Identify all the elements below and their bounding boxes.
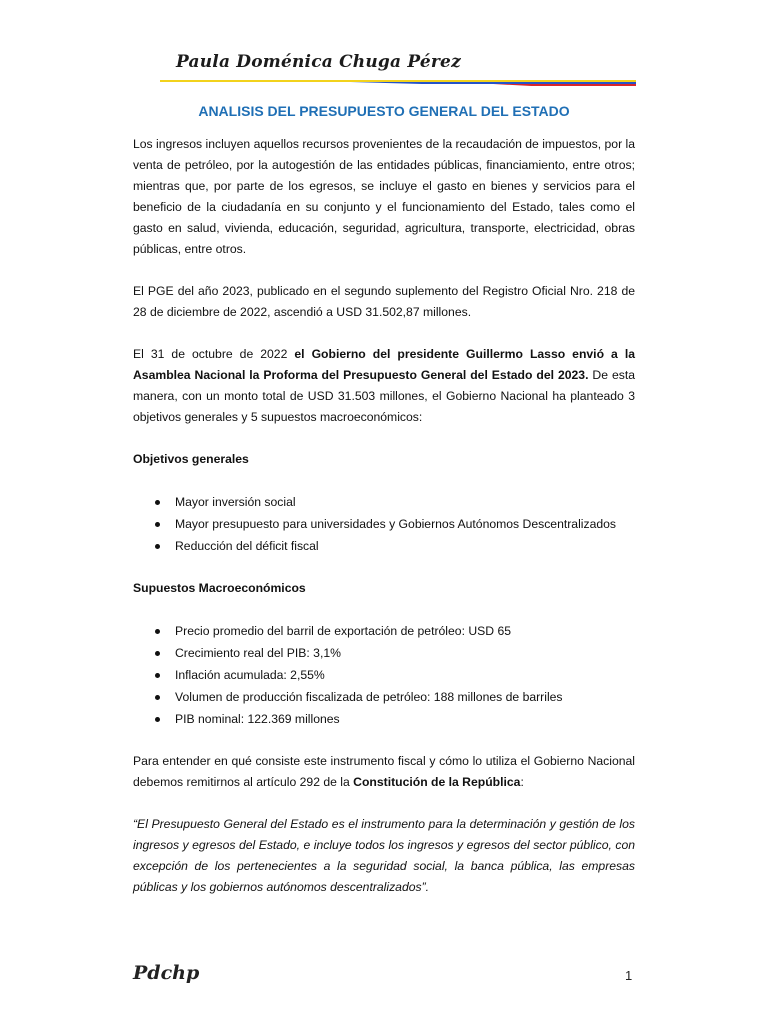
constitution-text-bold: Constitución de la República [353, 775, 521, 789]
objectives-list [133, 491, 635, 557]
footer-signature: Pdchp [133, 962, 200, 984]
constitution-text-post: : [520, 775, 524, 789]
list-item: Precio promedio del barril de exportación de petróleo: USD 65 [133, 620, 635, 642]
objectives-heading: Objetivos generales [133, 452, 249, 466]
list-item: Inflación acumulada: 2,55% [133, 664, 635, 686]
header-author-name: Paula Doménica Chuga Pérez [176, 52, 461, 72]
proforma-text-bold: el Gobierno del presidente Guillermo Lasso envió a la Asamblea Nacional la Proforma del Presupuesto General del Estado del 2023. [133, 347, 635, 382]
paragraph-constitution-ref [133, 751, 635, 793]
list-item: Volumen de producción fiscalizada de petróleo: 188 millones de barriles [133, 686, 635, 708]
stripe-red [160, 84, 636, 86]
document-title: ANALISIS DEL PRESUPUESTO GENERAL DEL ESTADO [198, 103, 570, 119]
stripe-blue [160, 82, 636, 84]
assumptions-list [133, 620, 635, 730]
header-flag-stripes [160, 80, 636, 86]
list-item: Mayor presupuesto para universidades y Gobiernos Autónomos Descentralizados [133, 513, 635, 535]
assumptions-heading: Supuestos Macroeconómicos [133, 581, 306, 595]
constitution-quote: “El Presupuesto General del Estado es el instrumento para la determinación y gestión de los ingresos y egresos del Estado, e incluye todos los ingresos y egresos del sector público, con excepción de los pertenecientes a la seguridad social, la banca pública, las empresas públicas y los gobiernos autónomos descentralizados”. [133, 817, 635, 894]
paragraph-proforma [133, 344, 635, 428]
paragraph-income-expenses: Los ingresos incluyen aquellos recursos provenientes de la recaudación de impuestos, por la venta de petróleo, por la autogestión de las entidades públicas, financiamiento, entre otros; mientras que, por parte de los egresos, se incluye el gasto en bienes y servicios para el beneficio de la ciudadanía en su conjunto y el funcionamiento del Estado, tales como el gasto en salud, vivienda, educación, seguridad, agricultura, transporte, electricidad, obras públicas, entre otros. [133, 137, 636, 256]
constitution-text-pre: Para entender en qué consiste este instrumento fiscal y cómo lo utiliza el Gobierno Nacional debemos remitirnos al artículo 292 de la [133, 754, 635, 789]
list-item: Mayor inversión social [133, 491, 635, 513]
stripe-yellow [160, 80, 636, 82]
page-number: 1 [625, 968, 633, 983]
proforma-text-pre: El 31 de octubre de 2022 [133, 347, 295, 361]
list-item: Reducción del déficit fiscal [133, 535, 635, 557]
proforma-text-post: De esta manera, con un monto total de USD 31.503 millones, el Gobierno Nacional ha planteado 3 objetivos generales y 5 supuestos macroeconómicos: [133, 368, 635, 424]
list-item: PIB nominal: 122.369 millones [133, 708, 635, 730]
list-item: Crecimiento real del PIB: 3,1% [133, 642, 635, 664]
paragraph-pge-2023: El PGE del año 2023, publicado en el segundo suplemento del Registro Oficial Nro. 218 de 28 de diciembre de 2022, ascendió a USD 31.502,87 millones. [133, 284, 635, 319]
document-body [133, 134, 635, 898]
